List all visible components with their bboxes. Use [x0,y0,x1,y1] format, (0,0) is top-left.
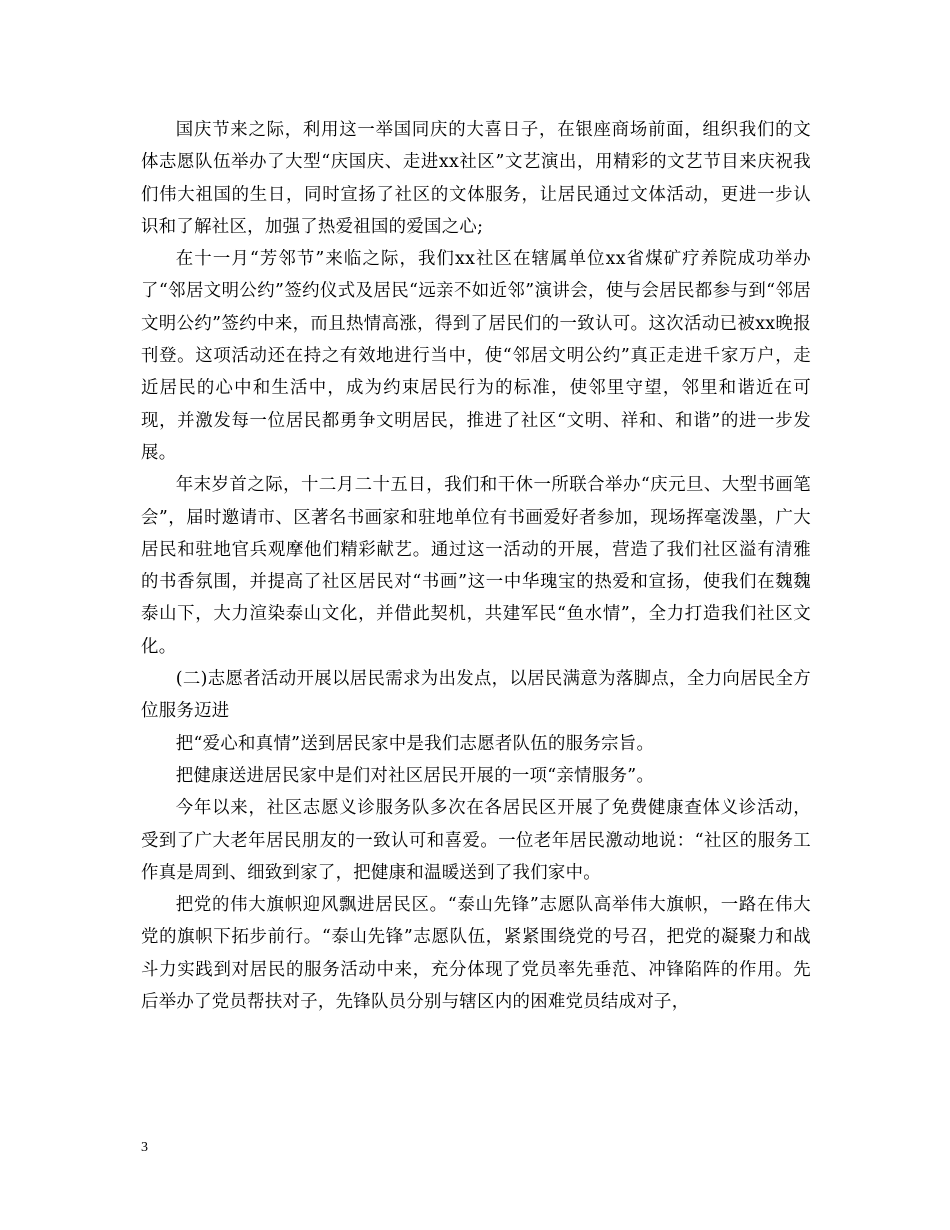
paragraph-love-and-sincerity: 把“爱心和真情”送到居民家中是我们志愿者队伍的服务宗旨。 [175,733,655,754]
section-heading-volunteer: (二)志愿者活动开展以居民需求为出发点，以居民满意为落脚点，全力向居民全方位服务迈进 [141,669,811,722]
page-number: 3 [141,1140,148,1155]
paragraph-national-day: 国庆节来之际，利用这一举国同庆的大喜日子，在银座商场前面，组织我们的文体志愿队伍举办了大型“庆国庆、走进xx社区”文艺演出，用精彩的文艺节目来庆祝我们伟大祖国的生日，同时宣扬了社区的文体服务，让居民通过文体活动，更进一步认识和了解社区，加强了热爱祖国的爱国之心; [141,120,811,237]
paragraph-free-checkup: 今年以来，社区志愿义诊服务队多次在各居民区开展了免费健康查体义诊活动，受到了广大老年居民朋友的一致认可和喜爱。一位老年居民激动地说：“社区的服务工作真是周到、细致到家了，把健康和温暖送到了我们家中。 [141,798,811,883]
paragraph-neighbor-festival: 在十一月“芳邻节”来临之际，我们xx社区在辖属单位xx省煤矿疗养院成功举办了“邻居文明公约”签约仪式及居民“远亲不如近邻”演讲会，使与会居民都参与到“邻居文明公约”签约中来，而且热情高涨，得到了居民们的一致认可。这次活动已被xx晚报刊登。这项活动还在持之有效地进行当中，使“邻居文明公约”真正走进千家万户，走近居民的心中和生活中，成为约束居民行为的标准，使邻里守望，邻里和谐近在可现，并激发每一位居民都勇争文明居民，推进了社区“文明、祥和、和谐”的进一步发展。 [141,249,811,463]
paragraph-health-service: 把健康送进居民家中是们对社区居民开展的一项“亲情服务”。 [175,765,655,786]
paragraph-calligraphy-event: 年末岁首之际，十二月二十五日，我们和干休一所联合举办“庆元旦、大型书画笔会”，届时邀请市、区著名书画家和驻地单位有书画爱好者参加，现场挥毫泼墨，广大居民和驻地官兵观摩他们精彩献艺。通过这一活动的开展，营造了我们社区溢有清雅的书香氛围，并提高了社区居民对“书画”这一中华瑰宝的热爱和宣扬，使我们在魏魏泰山下，大力渲染泰山文化，并借此契机，共建军民“鱼水情”，全力打造我们社区文化。 [141,475,811,657]
document-body [141,114,811,1018]
paragraph-party-banner: 把党的伟大旗帜迎风飘进居民区。“泰山先锋”志愿队高举伟大旗帜，一路在伟大党的旗帜下拓步前行。“泰山先锋”志愿队伍，紧紧围绕党的号召，把党的凝聚力和战斗力实践到对居民的服务活动中来，充分体现了党员率先垂范、冲锋陷阵的作用。先后举办了党员帮扶对子，先锋队员分别与辖区内的困难党员结成对子， [141,895,811,1013]
